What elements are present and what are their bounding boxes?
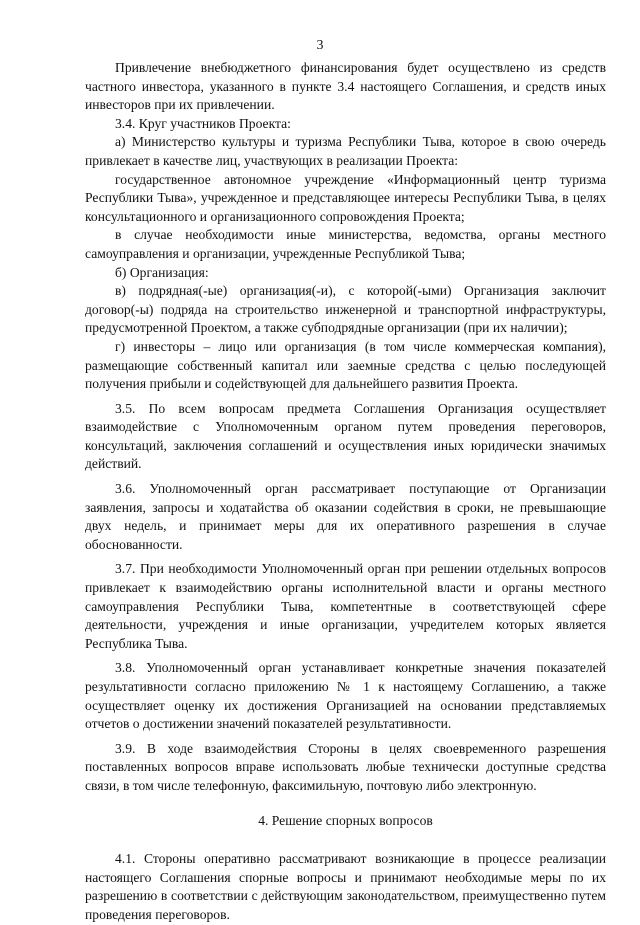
clause-3-4-a-other-bodies: в случае необходимости иные министерства, ведомства, органы местного самоуправления и организации, учрежденные Республикой Тыва; — [85, 227, 606, 261]
paragraph-financing: Привлечение внебюджетного финансирования будет осуществлено из средств частного инвестора, указанного в пункте 3.4 настоящего Соглашения, и средств иных инвесторов при их привлечении. — [85, 60, 606, 113]
section-4-heading: 4. Решение спорных вопросов — [258, 812, 433, 828]
clause-3-4-b: б) Организация: — [115, 264, 209, 280]
clause-3-4-v: в) подрядная(-ые) организация(-и), с которой(-ыми) Организация заключит договор(-ы) подряда на строительство инженерной и транспортной инфраструктуры, предусмотренной Проектом, а также субподрядные организации (при их наличии); — [85, 283, 606, 336]
clause-3-4-a: а) Министерство культуры и туризма Республики Тыва, которое в свою очередь привлекает в качестве лиц, участвующих в реализации Проекта: — [85, 134, 606, 168]
document-body — [85, 59, 606, 925]
clause-3-6: 3.6. Уполномоченный орган рассматривает поступающие от Организации заявления, запросы и ходатайства об оказании содействия в сроки, не превышающие двух недель, и принимает меры для их оперативного разрешения в случае обоснованности. — [85, 481, 606, 552]
clause-4-1: 4.1. Стороны оперативно рассматривают возникающие в процессе реализации настоящего Соглашения спорные вопросы и принимают необходимые меры по их разрешению в соответствии с действующим законодательством, преимущественно путем проведения переговоров. — [85, 851, 606, 922]
clause-3-5: 3.5. По всем вопросам предмета Соглашения Организация осуществляет взаимодействие с Уполномоченным органом путем проведения переговоров, консультаций, заключения соглашений и осуществления иных юридически значимых действий. — [85, 400, 606, 472]
clause-3-4-a-info-center: государственное автономное учреждение «Информационный центр туризма Республики Тыва», учрежденное и представляющее интересы Республики Тыва, в целях консультационного и организационного сопровождения Проекта; — [85, 171, 606, 224]
clause-3-4-g: г) инвесторы – лицо или организация (в том числе коммерческая компания), размещающие собственный капитал или заемные средства с целью последующей получения прибыли и содействующей для дальнейшего развития Проекта. — [85, 338, 606, 392]
clause-3-7: 3.7. При необходимости Уполномоченный орган при решении отдельных вопросов привлекает к взаимодействию органы исполнительной власти и органы местного самоуправления Республики Тыва, компетентные в соответствующей сфере деятельности, учреждения и иные организации, учредителем которых является Республика Тыва. — [85, 561, 606, 651]
clause-3-9: 3.9. В ходе взаимодействия Стороны в целях своевременного разрешения поставленных вопросов вправе использовать любые технически доступные средства связи, в том числе телефонную, факсимильную, почтовую либо электронную. — [85, 740, 606, 793]
clause-3-8: 3.8. Уполномоченный орган устанавливает конкретные значения показателей результативности согласно приложению № 1 к настоящему Соглашению, а также осуществляет оценку их достижения Организацией на основании представляемых отчетов о достижении значений показателей результативности. — [85, 660, 606, 732]
clause-3-4-heading: 3.4. Круг участников Проекта: — [115, 115, 291, 131]
page-number: 3 — [316, 38, 324, 53]
